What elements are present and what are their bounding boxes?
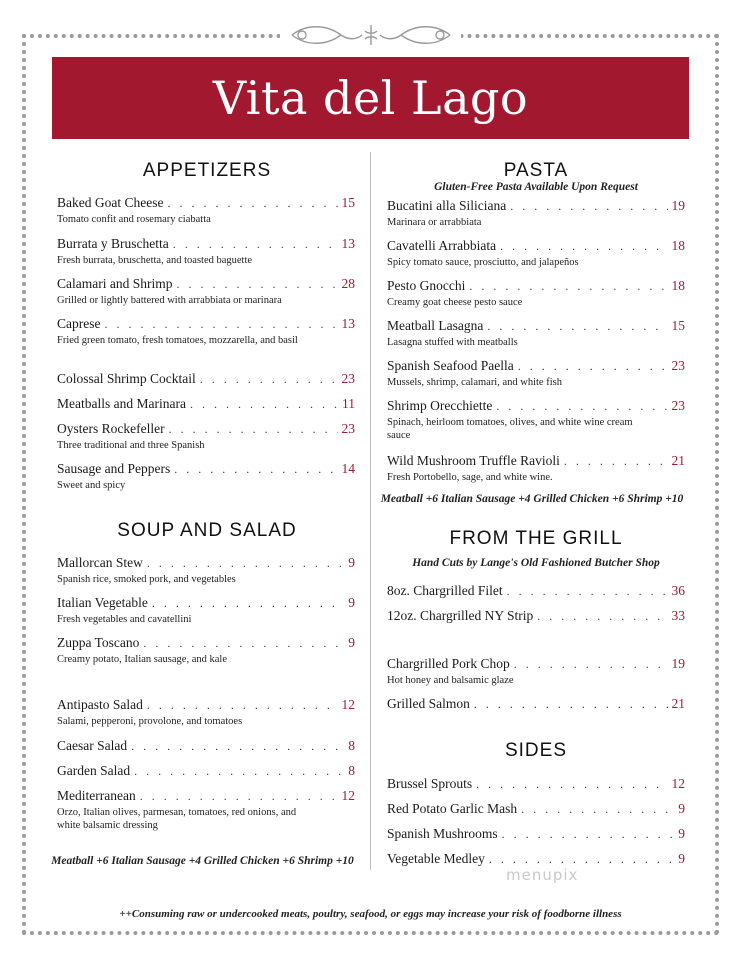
item-name: Baked Goat Cheese: [57, 195, 164, 210]
menu-item: [387, 656, 685, 687]
leader-dots: [514, 657, 668, 672]
leader-dots: [521, 802, 674, 817]
leader-dots: [134, 764, 344, 779]
item-name: Red Potato Garlic Mash: [387, 801, 518, 816]
item-price: 23: [341, 421, 355, 436]
menu-item: [387, 278, 685, 309]
item-description: Spicy tomato sauce, prosciutto, and jalapeños: [387, 257, 579, 268]
sides-heading: SIDES: [504, 740, 568, 761]
menu-item: [57, 421, 355, 452]
item-description: Spinach, heirloom tomatoes, olives, and white wine cream sauce: [387, 417, 633, 441]
menu-item: [57, 461, 355, 492]
leader-dots: [489, 852, 674, 867]
pasta-addons: Meatball +6 Italian Sausage +4 Grilled Chicken +6 Shrimp +10: [380, 493, 684, 505]
item-description: Fresh Portobello, sage, and white wine.: [387, 472, 553, 483]
leader-dots: [190, 397, 338, 412]
menu-item: [57, 635, 355, 666]
item-name: Spanish Mushrooms: [387, 826, 498, 841]
item-price: 33: [671, 608, 685, 623]
item-price: 9: [678, 851, 685, 866]
menu-item: [387, 318, 685, 349]
menu-item: [387, 398, 685, 442]
leader-dots: [152, 596, 344, 611]
item-price: 8: [348, 738, 355, 753]
leader-dots: [131, 739, 344, 754]
item-price: 14: [341, 461, 355, 476]
item-description: Fried green tomato, fresh tomatoes, mozzarella, and basil: [57, 335, 298, 346]
leader-dots: [173, 237, 338, 252]
leader-dots: [200, 372, 338, 387]
footer-disclaimer: ++Consuming raw or undercooked meats, poultry, seafood, or eggs may increase your risk of foodborne illness: [119, 908, 622, 920]
item-price: 13: [341, 316, 355, 331]
item-description: Tomato confit and rosemary ciabatta: [57, 214, 211, 225]
appetizers-heading: APPETIZERS: [142, 160, 272, 181]
flourish-ornament: [280, 22, 461, 52]
item-description: Creamy goat cheese pesto sauce: [387, 297, 523, 308]
menu-item: [387, 608, 685, 624]
item-description: Spanish rice, smoked pork, and vegetables: [57, 574, 236, 585]
pasta-heading: PASTA: [503, 160, 569, 181]
item-description: Creamy potato, Italian sausage, and kale: [57, 654, 227, 665]
item-price: 21: [671, 453, 685, 468]
item-price: 28: [341, 276, 355, 291]
menu-item: [387, 198, 685, 229]
soup-salad-addons: Meatball +6 Italian Sausage +4 Grilled Chicken +6 Shrimp +10: [51, 855, 354, 867]
leader-dots: [502, 827, 675, 842]
leader-dots: [167, 196, 337, 211]
item-name: Colossal Shrimp Cocktail: [57, 371, 196, 386]
item-description: Hot honey and balsamic glaze: [387, 675, 514, 686]
menu-item: [387, 801, 685, 817]
item-name: Zuppa Toscano: [57, 635, 140, 650]
item-price: 12: [341, 788, 355, 803]
item-name: Sausage and Peppers: [57, 461, 171, 476]
item-price: 12: [671, 776, 685, 791]
item-price: 12: [341, 697, 355, 712]
item-description: Fresh vegetables and cavatellini: [57, 614, 192, 625]
leader-dots: [469, 279, 667, 294]
leader-dots: [537, 609, 667, 624]
column-divider: [370, 152, 371, 870]
leader-dots: [518, 359, 668, 374]
grill-heading: FROM THE GRILL: [449, 528, 623, 549]
item-name: Mallorcan Stew: [57, 555, 143, 570]
item-price: 21: [671, 696, 685, 711]
item-price: 23: [671, 398, 685, 413]
leader-dots: [496, 399, 667, 414]
item-name: Antipasto Salad: [57, 697, 143, 712]
menu-item: [387, 238, 685, 269]
menu-item: [387, 776, 685, 792]
item-name: Grilled Salmon: [387, 696, 470, 711]
item-price: 19: [671, 656, 685, 671]
item-price: 19: [671, 198, 685, 213]
leader-dots: [564, 454, 668, 469]
item-name: Shrimp Orecchiette: [387, 398, 493, 413]
item-name: Calamari and Shrimp: [57, 276, 173, 291]
item-description: Salami, pepperoni, provolone, and tomatoes: [57, 716, 243, 727]
item-name: Garden Salad: [57, 763, 131, 778]
item-price: 15: [671, 318, 685, 333]
menu-item: [387, 826, 685, 842]
item-name: Vegetable Medley: [387, 851, 485, 866]
item-price: 13: [341, 236, 355, 251]
soup-salad-heading: SOUP AND SALAD: [117, 520, 297, 541]
item-description: Grilled or lightly battered with arrabbiata or marinara: [57, 295, 282, 306]
item-price: 9: [348, 555, 355, 570]
item-description: Mussels, shrimp, calamari, and white fish: [387, 377, 562, 388]
item-price: 9: [678, 826, 685, 841]
leader-dots: [143, 636, 344, 651]
leader-dots: [487, 319, 667, 334]
item-price: 8: [348, 763, 355, 778]
item-description: Sweet and spicy: [57, 480, 126, 491]
item-name: Cavatelli Arrabbiata: [387, 238, 497, 253]
leader-dots: [104, 317, 337, 332]
menu-item: [57, 396, 355, 412]
menu-item: [57, 788, 355, 832]
item-name: Bucatini alla Siliciana: [387, 198, 507, 213]
leader-dots: [147, 556, 344, 571]
item-description: Lasagna stuffed with meatballs: [387, 337, 518, 348]
grill-note: Hand Cuts by Lange's Old Fashioned Butcher Shop: [412, 557, 660, 569]
item-name: Brussel Sprouts: [387, 776, 473, 791]
restaurant-title: Vita del Lago: [212, 71, 529, 125]
item-price: 18: [671, 238, 685, 253]
leader-dots: [176, 277, 337, 292]
item-name: 8oz. Chargrilled Filet: [387, 583, 503, 598]
item-description: Marinara or arrabbiata: [387, 217, 482, 228]
menu-item: [57, 195, 355, 226]
menu-item: [387, 696, 685, 712]
leader-dots: [169, 422, 338, 437]
item-name: Meatball Lasagna: [387, 318, 484, 333]
menu-item: [57, 555, 355, 586]
leader-dots: [510, 199, 667, 214]
item-price: 18: [671, 278, 685, 293]
item-name: Caesar Salad: [57, 738, 128, 753]
item-name: Spanish Seafood Paella: [387, 358, 514, 373]
item-name: Wild Mushroom Truffle Ravioli: [387, 453, 560, 468]
item-price: 9: [348, 595, 355, 610]
item-price: 23: [671, 358, 685, 373]
pasta-note: Gluten-Free Pasta Available Upon Request: [434, 181, 638, 193]
item-price: 36: [671, 583, 685, 598]
leader-dots: [500, 239, 667, 254]
item-price: 15: [341, 195, 355, 210]
leader-dots: [140, 789, 338, 804]
menu-item: [57, 276, 355, 307]
item-description: Three traditional and three Spanish: [57, 440, 205, 451]
menu-item: [57, 236, 355, 267]
menu-item: [57, 738, 355, 754]
item-description: Fresh burrata, bruschetta, and toasted baguette: [57, 255, 253, 266]
item-description: Orzo, Italian olives, parmesan, tomatoes, red onions, and white balsamic dressing: [57, 807, 297, 831]
item-name: Caprese: [57, 316, 101, 331]
leader-dots: [476, 777, 667, 792]
item-name: Italian Vegetable: [57, 595, 148, 610]
title-banner: [52, 57, 689, 139]
watermark: menupix: [506, 866, 579, 884]
leader-dots: [147, 698, 338, 713]
menu-item: [387, 583, 685, 599]
item-name: Oysters Rockefeller: [57, 421, 165, 436]
item-name: Meatballs and Marinara: [57, 396, 186, 411]
leader-dots: [507, 584, 668, 599]
menu-item: [57, 763, 355, 779]
menu-item: [387, 851, 685, 867]
menu-item: [387, 453, 685, 484]
leader-dots: [174, 462, 337, 477]
menu-item: [57, 595, 355, 626]
menu-item: [387, 358, 685, 389]
menu-item: [57, 316, 355, 347]
leader-dots: [474, 697, 668, 712]
item-name: 12oz. Chargrilled NY Strip: [387, 608, 534, 623]
item-price: 11: [342, 396, 355, 411]
item-name: Chargrilled Pork Chop: [387, 656, 510, 671]
menu-item: [57, 371, 355, 387]
item-name: Pesto Gnocchi: [387, 278, 466, 293]
item-name: Mediterranean: [57, 788, 136, 803]
item-price: 9: [678, 801, 685, 816]
menu-item: [57, 697, 355, 728]
item-name: Burrata y Bruschetta: [57, 236, 169, 251]
item-price: 9: [348, 635, 355, 650]
item-price: 23: [341, 371, 355, 386]
